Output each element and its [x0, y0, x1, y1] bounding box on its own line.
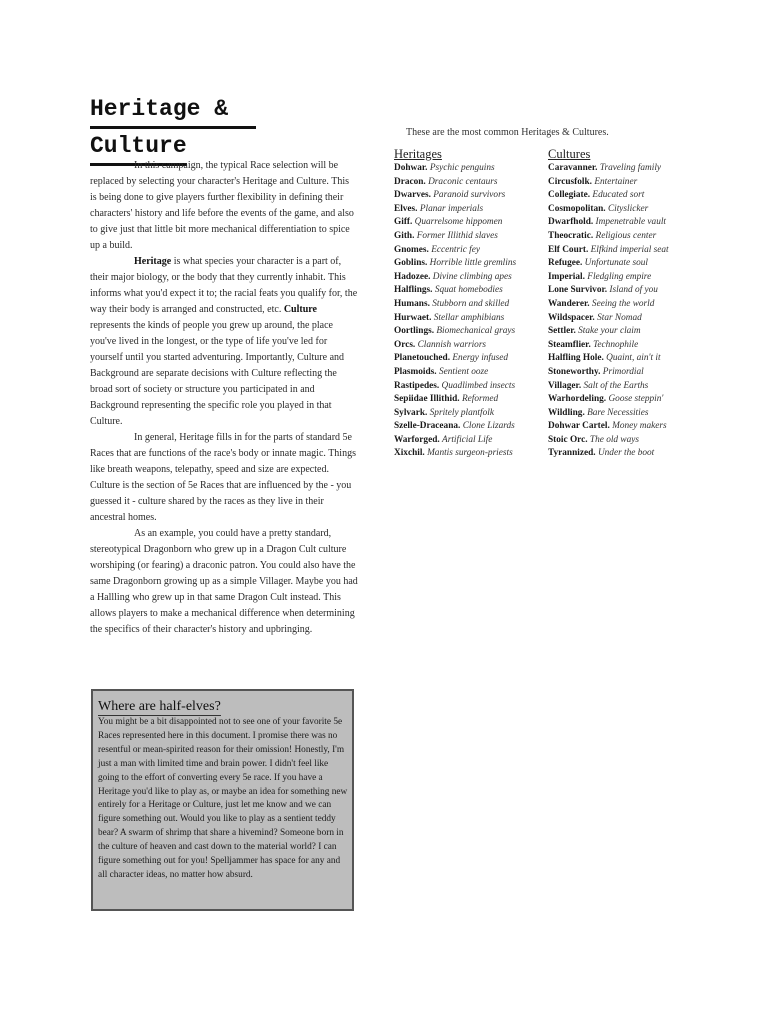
heritage-item-name: Hadozee. [394, 271, 431, 282]
culture-item [548, 162, 698, 176]
heritage-item-name: Oortlings. [394, 326, 435, 337]
culture-item-description: Star Nomad [597, 312, 642, 323]
culture-item-name: Lone Survivor. [548, 285, 608, 296]
culture-term: Culture [283, 304, 317, 315]
culture-item [548, 257, 698, 271]
heritage-item-description: Sentient ooze [438, 366, 489, 377]
culture-item-description: Island of you [609, 285, 658, 296]
heritage-item-name: Goblins. [394, 258, 428, 269]
cultures-heading: Cultures [548, 147, 591, 161]
culture-item-description: Technophile [593, 339, 639, 350]
culture-item-description: Entertainer [594, 176, 638, 187]
heritage-item-name: Warforged. [394, 434, 440, 445]
heritage-item-name: Orcs. [394, 339, 416, 350]
culture-item-name: Wildling. [548, 407, 585, 418]
heritage-item-description: Biomechanical grays [436, 326, 516, 337]
heritage-item [394, 325, 544, 339]
cultures-column [548, 147, 698, 461]
culture-item-name: Tyrannized. [548, 448, 596, 459]
heritage-item [394, 216, 544, 230]
culture-item [548, 189, 698, 203]
culture-item [548, 216, 698, 230]
heritage-item-description: Former Illithid slaves [416, 230, 498, 241]
heritages-heading: Heritages [394, 147, 442, 161]
culture-item-name: Steamflier. [548, 339, 591, 350]
culture-item-name: Collegiate. [548, 190, 591, 201]
heritage-item-description: Clone Lizards [462, 421, 515, 432]
heritage-item-description: Squat homebodies [434, 285, 503, 296]
culture-item-description: Quaint, ain't it [606, 353, 661, 364]
culture-item [548, 380, 698, 394]
culture-item-description: Primordial [602, 366, 644, 377]
heritage-item-name: Gith. [394, 230, 415, 241]
culture-item-name: Settler. [548, 326, 576, 337]
culture-item-description: Unfortunate soul [584, 258, 648, 269]
heritage-item [394, 434, 544, 448]
culture-item [548, 244, 698, 258]
culture-item-name: Stoneworthy. [548, 366, 601, 377]
heritage-item [394, 284, 544, 298]
heritage-item [394, 339, 544, 353]
heritage-definition: is what species your character is a part of, their major biology, or the body that they currently inhabit. This informs what you'd expect it to; the racial feats you qualify for, the way their body is arranged and constructed, etc. [90, 256, 358, 315]
culture-item-name: Imperial. [548, 271, 585, 282]
heritage-item [394, 352, 544, 366]
culture-item [548, 176, 698, 190]
culture-item [548, 366, 698, 380]
heritage-item-description: Clannish warriors [417, 339, 487, 350]
culture-item [548, 203, 698, 217]
example-paragraph: As an example, you could have a pretty standard, stereotypical Dragonborn who grew up in a Dragon Cult culture worshiping (or fearing) a draconic patron. You could also have the same Dragonborn growing up as a simple Villager. Maybe you had a Hallling who grew up in that same Dragon Cult instead. This allows players to make a mechanical difference when determining the specifics of their character's history and upbringing. [90, 528, 358, 635]
culture-item-description: Goose steppin' [608, 394, 664, 405]
culture-item-name: Cosmopolitan. [548, 203, 606, 214]
culture-item-name: Dwarfhold. [548, 217, 594, 228]
heritage-item-description: Reformed [461, 394, 499, 405]
culture-item-description: Educated sort [592, 190, 645, 201]
heritage-item [394, 447, 544, 461]
culture-item [548, 312, 698, 326]
heritage-item-name: Xixchil. [394, 448, 425, 459]
culture-item [548, 393, 698, 407]
culture-item [548, 325, 698, 339]
heritage-item-name: Dohwar. [394, 163, 428, 173]
heritage-item [394, 244, 544, 258]
heritage-item-name: Elves. [394, 203, 418, 214]
heritage-item-name: Szelle-Draceana. [394, 421, 461, 432]
culture-item-name: Warhordeling. [548, 394, 607, 405]
culture-item [548, 339, 698, 353]
heritage-item [394, 230, 544, 244]
culture-item [548, 230, 698, 244]
intro-section [90, 158, 358, 638]
heritage-item [394, 298, 544, 312]
heritage-item-name: Sepiidae Illithid. [394, 394, 460, 405]
culture-item [548, 352, 698, 366]
culture-item-description: Money makers [612, 421, 667, 432]
heritage-item-description: Stellar amphibians [433, 312, 505, 323]
heritage-item [394, 312, 544, 326]
heritage-item-name: Giff. [394, 217, 413, 228]
culture-item-description: Salt of the Earths [583, 380, 649, 391]
heritage-item [394, 189, 544, 203]
culture-item-name: Elf Court. [548, 244, 589, 255]
culture-item [548, 284, 698, 298]
culture-item-name: Theocratic. [548, 230, 594, 241]
heritage-item [394, 393, 544, 407]
callout-body: You might be a bit disappointed not to see one of your favorite 5e Races represented here in this document. I promise there was no resentful or mean-spirited reason for their omission! Honestly, I'm just a man with limited time and brain power. I didn't feel like going to the effort of converting every 5e race. If you have a Heritage you'd like to play as, or maybe an idea for something new entirely for a Heritage or Culture, just let me know and we can figure something out. Would you like to play as a sentient teddy bear? A swarm of shrimp that share a hivemind? Someone born in the culture of heaven and cast down to the material world? I can figure something out for you! Spelljammer has space for any and all character ideas, no matter how absurd. [98, 717, 348, 880]
heritage-term: Heritage [134, 256, 172, 267]
half-elves-callout [91, 689, 354, 911]
lists-intro: These are the most common Heritages & Cultures. [406, 127, 609, 138]
heritage-item-name: Halflings. [394, 285, 433, 296]
culture-item [548, 407, 698, 421]
heritage-item [394, 271, 544, 285]
heritage-item-description: Stubborn and skilled [432, 298, 510, 309]
culture-item-description: The old ways [589, 434, 639, 445]
culture-item [548, 434, 698, 448]
heritage-item-description: Psychic penguins [429, 163, 495, 173]
culture-item-description: Under the boot [597, 448, 655, 459]
culture-item-description: Seeing the world [591, 298, 655, 309]
heritage-item-description: Spritely plantfolk [429, 407, 494, 418]
culture-item [548, 298, 698, 312]
culture-item-description: Cityslicker [607, 203, 649, 214]
heritage-item [394, 176, 544, 190]
heritage-item [394, 407, 544, 421]
culture-item-name: Circusfolk. [548, 176, 592, 187]
heritage-item-name: Plasmoids. [394, 366, 437, 377]
culture-item [548, 271, 698, 285]
heritage-item-description: Planar imperials [419, 203, 484, 214]
culture-item-name: Wildspacer. [548, 312, 595, 323]
heritage-culture-paragraph [90, 254, 358, 430]
heritage-item-description: Horrible little gremlins [429, 258, 517, 269]
title-line-1: Heritage & [90, 92, 256, 129]
culture-item [548, 420, 698, 434]
heritage-item-description: Energy infused [452, 353, 509, 364]
heritage-item-description: Quarrelsome hippomen [414, 217, 503, 228]
heritage-item-description: Quadlimbed insects [441, 380, 516, 391]
culture-item-description: Fledgling empire [587, 271, 652, 282]
heritage-item [394, 366, 544, 380]
culture-item-name: Stoic Orc. [548, 434, 588, 445]
heritage-item-name: Dracon. [394, 176, 426, 187]
culture-item-name: Wanderer. [548, 298, 590, 309]
culture-item-name: Halfling Hole. [548, 353, 604, 364]
heritage-item [394, 257, 544, 271]
culture-item-description: Traveling family [599, 163, 662, 173]
culture-item-description: Impenetrable vault [595, 217, 667, 228]
heritage-item-name: Dwarves. [394, 190, 431, 201]
page-title [90, 92, 256, 166]
heritage-item-name: Gnomes. [394, 244, 429, 255]
culture-item-name: Villager. [548, 380, 582, 391]
heritage-item-description: Eccentric fey [431, 244, 480, 255]
heritage-item [394, 420, 544, 434]
culture-item-name: Refugee. [548, 258, 583, 269]
heritage-item [394, 162, 544, 176]
heritages-column [394, 147, 544, 461]
general-paragraph: In general, Heritage fills in for the parts of standard 5e Races that are functions of the race's body or innate magic. Things like breath weapons, telepathy, speed and size are expected. Culture is the section of 5e Races that are influenced by the - you guessed it - culture shared by the races as they live in their ancestral homes. [90, 432, 356, 523]
title-line-2: Culture [90, 129, 187, 166]
culture-item-description: Religious center [595, 230, 657, 241]
heritage-item-name: Planetouched. [394, 353, 451, 364]
culture-item-description: Bare Necessities [587, 407, 649, 418]
heritage-item-description: Mantis surgeon-priests [427, 448, 513, 459]
heritages-list [394, 162, 544, 461]
culture-item-description: Stake your claim [578, 326, 641, 337]
culture-item-description: Elfkind imperial seat [590, 244, 669, 255]
heritage-item [394, 380, 544, 394]
heritage-item-name: Sylvark. [394, 407, 428, 418]
heritage-item-description: Paranoid survivors [433, 190, 506, 201]
heritage-item-description: Draconic centaurs [428, 176, 498, 187]
heritage-item-name: Rastipedes. [394, 380, 440, 391]
culture-item [548, 447, 698, 461]
heritage-item [394, 203, 544, 217]
intro-paragraph: In this campaign, the typical Race selection will be replaced by selecting your character's Heritage and Culture. This is being done to give players further flexibility in defining their characters' history and life before the events of the game, and also to give just that little bit more mechanical differentiation to spice up a build. [90, 160, 354, 251]
heritage-item-name: Humans. [394, 298, 430, 309]
heritage-item-description: Divine climbing apes [432, 271, 512, 282]
heritage-item-description: Artificial Life [442, 434, 493, 445]
culture-item-name: Dohwar Cartel. [548, 421, 610, 432]
cultures-list [548, 162, 698, 461]
callout-heading: Where are half-elves? [98, 699, 221, 714]
culture-definition: represents the kinds of people you grew up around, the place you've lived in the longest, or the type of life you've led for yourself until you started adventuring. Importantly, Culture and Background are separate decisions with Culture reflecting the broad sort of society or structure you participated in and Background representing the specific role you played in that Culture. [90, 320, 345, 427]
culture-item-name: Caravanner. [548, 163, 598, 173]
heritage-item-name: Hurwaet. [394, 312, 432, 323]
